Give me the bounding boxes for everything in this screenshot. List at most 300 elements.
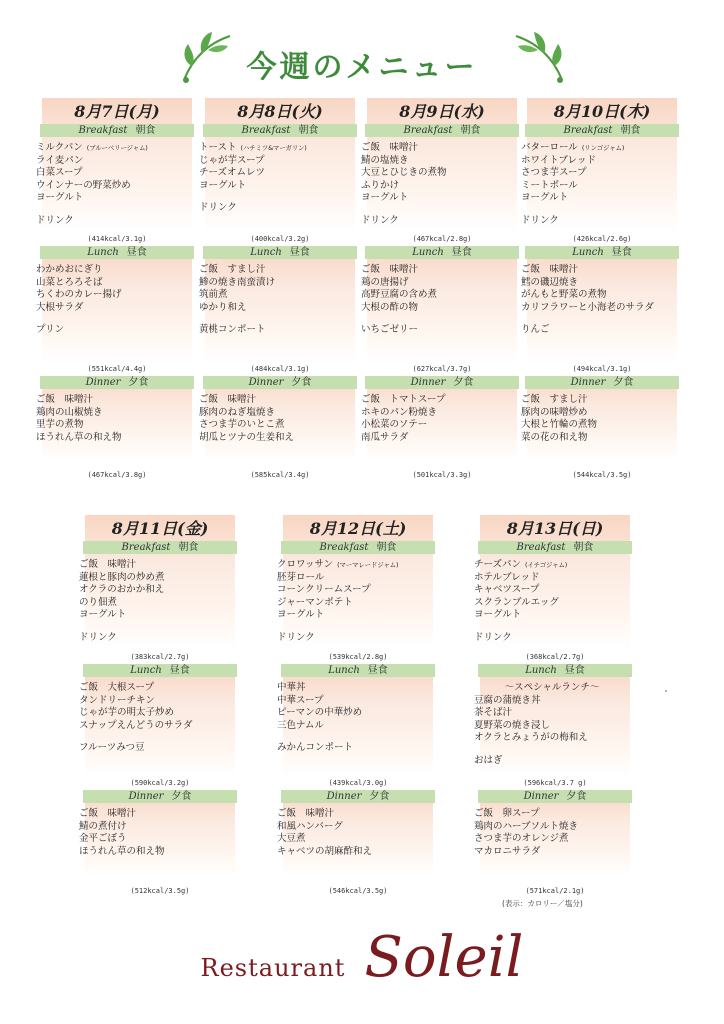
breakfast-label-jp: 朝食 (620, 125, 641, 136)
menu-item-name: さつま芋のいとこ煮 (199, 419, 285, 430)
dessert-item: フルーツみつ豆 (79, 742, 145, 753)
menu-item (36, 142, 192, 155)
menu-item-name: ご飯 大根スープ (79, 682, 155, 693)
menu-item-name: ヨーグルト (521, 192, 569, 203)
dinner-items (474, 803, 630, 858)
brand-restaurant-label: Restaurant (200, 954, 346, 982)
menu-item (361, 407, 517, 420)
dinner-label-en: Dinner (523, 791, 559, 802)
breakfast-header-bar (478, 541, 632, 554)
lunch-section (474, 664, 630, 776)
menu-item (79, 584, 235, 597)
drink-item: ドリンク (361, 214, 399, 226)
menu-item-name: ご飯 すまし汁 (521, 394, 588, 405)
lunch-section (79, 664, 235, 776)
breakfast-header-bar (365, 124, 519, 137)
dinner-section (199, 376, 355, 460)
calorie-salt-info: (539kcal/2.8g) (328, 653, 388, 661)
day-date: 8月13日(日) (506, 519, 604, 538)
lunch-header-bar (83, 664, 237, 677)
menu-item-name: 和風ハンバーグ (277, 820, 343, 832)
menu-item-name: ホワイトブレッド (521, 154, 596, 166)
menu-item (277, 808, 433, 821)
menu-item-name: のり佃煮 (79, 596, 118, 608)
breakfast-label-jp: 朝食 (135, 125, 156, 136)
lunch-header-bar (525, 246, 679, 259)
menu-item-name: 中華スープ (277, 694, 324, 706)
lunch-label-en: Lunch (412, 247, 444, 258)
menu-item (361, 167, 517, 180)
breakfast-label-en: Breakfast (78, 125, 128, 136)
breakfast-header-bar (40, 124, 194, 137)
menu-item-name: ご飯 味噌汁 (36, 394, 94, 405)
menu-item-name: 白菜スープ (36, 167, 83, 178)
menu-item (36, 419, 192, 432)
calorie-salt-info: (627kcal/3.7g) (412, 365, 472, 373)
menu-item (79, 559, 235, 572)
breakfast-header-bar (203, 124, 357, 137)
right-vine-ornament (508, 30, 568, 86)
menu-item-name: ヨーグルト (199, 179, 247, 191)
menu-item-name: 南瓜サラダ (361, 431, 409, 443)
calorie-salt-info: (383kcal/2.7g) (130, 653, 190, 661)
lunch-label-jp: 昼食 (564, 665, 585, 676)
lunch-section (361, 246, 517, 362)
breakfast-section (277, 515, 433, 650)
menu-item-name: 豚肉の味噌炒め (521, 406, 588, 418)
menu-item-name: クロワッサン (277, 559, 334, 570)
menu-item-name: ウインナーの野菜炒め (36, 179, 131, 191)
menu-item-name: ほうれん草の和え物 (79, 845, 165, 857)
menu-item (36, 277, 192, 290)
menu-item-name: ヨーグルト (361, 192, 409, 203)
menu-item (474, 821, 630, 834)
spacer (85, 858, 235, 870)
menu-item-note: (リンゴジャム) (581, 144, 625, 152)
menu-item-name: ジャーマンポテト (277, 596, 353, 608)
dessert-item: おはぎ (474, 754, 503, 766)
calorie-salt-info: (585kcal/3.4g) (250, 471, 310, 479)
menu-item-note: (ブルーベリージャム) (86, 144, 148, 152)
dinner-label-en: Dinner (128, 791, 164, 802)
lunch-items (474, 677, 630, 745)
breakfast-section (361, 98, 517, 232)
breakfast-label-jp: 朝食 (460, 125, 481, 136)
menu-item (36, 302, 192, 315)
menu-item-name: 鯖の塩焼き (361, 154, 409, 166)
lunch-label-jp: 昼食 (611, 247, 632, 258)
drink-item: ドリンク (36, 214, 74, 226)
menu-item (36, 155, 192, 168)
menu-item (361, 419, 517, 432)
menu-item-note: (イチゴジャム) (525, 561, 568, 569)
menu-item (199, 432, 355, 445)
menu-item-name: ご飯 味噌汁 (361, 142, 419, 153)
menu-item (474, 584, 630, 597)
calorie-salt-info: (571kcal/2.1g) (525, 887, 585, 895)
lunch-items (521, 259, 677, 314)
menu-item (474, 559, 630, 572)
menu-item (79, 682, 235, 695)
menu-item (361, 192, 517, 205)
menu-item-name: チーズパン (474, 559, 522, 570)
calorie-salt-info: (551kcal/4.4g) (87, 365, 147, 373)
lunch-section (36, 246, 192, 362)
menu-item (199, 180, 355, 193)
menu-item-name: ライ麦パン (36, 154, 84, 166)
calorie-salt-info: (494kcal/3.1g) (572, 365, 632, 373)
menu-item (199, 407, 355, 420)
menu-item-name: さつま芋のオレンジ煮 (474, 833, 569, 844)
breakfast-label-jp: 朝食 (298, 125, 319, 136)
menu-item (474, 720, 630, 733)
menu-item (79, 597, 235, 610)
breakfast-items (521, 137, 677, 205)
dinner-label-en: Dinner (570, 377, 606, 388)
breakfast-header-bar (83, 541, 237, 554)
menu-item (277, 833, 433, 846)
dinner-section (474, 790, 630, 876)
menu-item-name: ご飯 すまし汁 (199, 264, 266, 275)
breakfast-section (474, 515, 630, 650)
menu-item-name: 夏野菜の焼き浸し (474, 719, 551, 731)
lunch-header-bar (365, 246, 519, 259)
drink-item: ドリンク (474, 631, 512, 643)
menu-item (36, 407, 192, 420)
menu-item (36, 432, 192, 445)
breakfast-items (36, 137, 192, 205)
calorie-salt-info: (544kcal/3.5g) (572, 471, 632, 479)
menu-item (79, 833, 235, 846)
menu-item (521, 142, 677, 155)
menu-item (521, 180, 677, 193)
menu-item-name: キャベツの胡麻酢和え (277, 845, 373, 857)
menu-item (474, 695, 630, 708)
menu-item (474, 846, 630, 859)
lunch-label-jp: 昼食 (289, 247, 310, 258)
menu-item (277, 682, 433, 695)
menu-item (277, 821, 433, 834)
menu-item-name: ヨーグルト (277, 609, 325, 620)
breakfast-section (199, 98, 355, 232)
menu-item (474, 707, 630, 720)
restaurant-brand (0, 925, 724, 990)
menu-item-name: ご飯 トマトスープ (361, 394, 446, 405)
menu-item-name: 胚芽ロール (277, 571, 325, 583)
menu-item (361, 142, 517, 155)
menu-item (199, 419, 355, 432)
menu-item-name: ご飯 卵スープ (474, 808, 540, 819)
menu-item (277, 584, 433, 597)
breakfast-label-en: Breakfast (319, 542, 369, 553)
menu-item-name: ミートボール (521, 179, 578, 191)
menu-item (521, 277, 677, 290)
menu-item (521, 167, 677, 180)
menu-item-name: ほうれん草の和え物 (36, 431, 122, 443)
dinner-label-jp: 夕食 (291, 377, 312, 388)
menu-item (277, 609, 433, 622)
menu-item-name: タンドリーチキン (79, 694, 155, 706)
lunch-label-en: Lunch (250, 247, 282, 258)
dinner-label-jp: 夕食 (453, 377, 474, 388)
menu-item (79, 609, 235, 622)
menu-item (199, 302, 355, 315)
breakfast-items (79, 554, 235, 622)
menu-item (474, 572, 630, 585)
menu-item-name: 茶そば汁 (474, 707, 513, 718)
menu-item (474, 808, 630, 821)
menu-item-name: ご飯 味噌汁 (277, 808, 335, 819)
menu-item-name: スナップえんどうのサラダ (79, 719, 193, 731)
dinner-section (521, 376, 677, 460)
menu-item-name: ゆかり和え (199, 301, 247, 313)
drink-item: ドリンク (79, 631, 117, 643)
calorie-salt-info: (484kcal/3.1g) (250, 365, 310, 373)
menu-item-name: 里芋の煮物 (36, 419, 84, 430)
dinner-section (277, 790, 433, 876)
menu-item-name: マカロニサラダ (474, 845, 541, 857)
breakfast-label-en: Breakfast (241, 125, 291, 136)
lunch-label-jp: 昼食 (169, 665, 190, 676)
dinner-header-bar (525, 376, 679, 389)
breakfast-header-bar (281, 541, 435, 554)
dinner-items (36, 389, 192, 444)
dinner-header-bar (203, 376, 357, 389)
calorie-salt-info: (512kcal/3.5g) (130, 887, 190, 895)
lunch-header-bar (40, 246, 194, 259)
menu-item (361, 155, 517, 168)
dinner-header-bar (40, 376, 194, 389)
breakfast-label-jp: 朝食 (376, 542, 397, 553)
lunch-items (277, 677, 433, 732)
menu-item (277, 559, 433, 572)
dinner-section (79, 790, 235, 876)
calorie-salt-info: (467kcal/2.8g) (412, 235, 472, 243)
drink-item: ドリンク (199, 202, 237, 213)
dinner-items (277, 803, 433, 858)
menu-item-name: 高野豆腐の含め煮 (361, 289, 438, 300)
menu-item (521, 419, 677, 432)
menu-item (277, 597, 433, 610)
menu-item-name: ヨーグルト (79, 609, 127, 620)
menu-item-name: 大根の酢の物 (361, 301, 419, 313)
dinner-header-bar (83, 790, 237, 803)
lunch-header-bar (203, 246, 357, 259)
menu-item-name: 小松菜のソテー (361, 419, 428, 430)
drink-item: ドリンク (521, 214, 559, 226)
menu-item (36, 180, 192, 193)
menu-item-name: 筑前煮 (199, 289, 228, 300)
dinner-header-bar (365, 376, 519, 389)
menu-item-name: ご飯 味噌汁 (79, 559, 137, 570)
dinner-items (361, 389, 517, 444)
calorie-salt-info: (439kcal/3.0g) (328, 779, 388, 787)
menu-item (474, 833, 630, 846)
menu-item-name: 胡瓜とツナの生姜和え (199, 431, 295, 443)
breakfast-items (361, 137, 517, 205)
menu-item (199, 142, 355, 155)
menu-item-name: ヨーグルト (36, 192, 84, 203)
lunch-label-en: Lunch (130, 665, 162, 676)
lunch-items (361, 259, 517, 314)
lunch-label-en: Lunch (328, 665, 360, 676)
menu-item-name: 三色ナムル (277, 719, 325, 731)
calorie-salt-info: (596kcal/3.7 g) (523, 779, 587, 787)
spacer (283, 858, 433, 870)
menu-item (199, 289, 355, 302)
lunch-section (277, 664, 433, 776)
day-date: 8月12日(土) (309, 519, 407, 538)
menu-item-name: ふりかけ (361, 179, 400, 191)
dessert-item: プリン (36, 324, 65, 335)
menu-item-name: バターロール (521, 142, 578, 153)
dinner-label-jp: 夕食 (613, 377, 634, 388)
menu-item (199, 167, 355, 180)
menu-item-name: さつま芋スープ (521, 167, 587, 178)
menu-item (36, 264, 192, 277)
brand-name: Soleil (364, 925, 524, 990)
lunch-items (79, 677, 235, 732)
special-lunch-subtitle: 〜スペシャルランチ〜 (504, 682, 600, 693)
menu-item-name: チーズオムレツ (199, 167, 266, 178)
menu-item-name: カリフラワーと小海老のサラダ (521, 301, 654, 313)
dessert-item: りんご (521, 324, 550, 335)
menu-item (521, 432, 677, 445)
breakfast-label-en: Breakfast (563, 125, 613, 136)
menu-item (199, 394, 355, 407)
menu-item-note: (マーマレードジャム) (337, 561, 399, 569)
menu-item-name: 鯖の煮付け (79, 820, 127, 832)
menu-item (36, 289, 192, 302)
breakfast-label-jp: 朝食 (178, 542, 199, 553)
menu-item (199, 277, 355, 290)
day-date: 8月9日(水) (399, 102, 485, 121)
menu-item-name: ご飯 味噌汁 (199, 394, 257, 405)
lunch-header-bar (281, 664, 435, 677)
menu-item-name: 鯵の焼き南蛮漬け (199, 276, 276, 288)
dinner-header-bar (478, 790, 632, 803)
menu-item-name: 鶏の唐揚げ (361, 276, 409, 288)
lunch-header-bar (478, 664, 632, 677)
spacer (367, 444, 517, 456)
menu-item (361, 432, 517, 445)
breakfast-header-bar (525, 124, 679, 137)
menu-item (361, 302, 517, 315)
menu-item (521, 155, 677, 168)
menu-item (521, 302, 677, 315)
breakfast-section (79, 515, 235, 650)
spacer (205, 444, 355, 456)
lunch-label-jp: 昼食 (451, 247, 472, 258)
menu-item (361, 180, 517, 193)
breakfast-label-en: Breakfast (121, 542, 171, 553)
menu-item-name: トースト (199, 142, 237, 153)
menu-item (79, 821, 235, 834)
menu-item (277, 695, 433, 708)
menu-item (199, 264, 355, 277)
calorie-salt-info: (414kcal/3.1g) (87, 235, 147, 243)
dinner-items (199, 389, 355, 444)
menu-item-name: オクラとみょうがの梅和え (474, 732, 588, 743)
menu-item (79, 695, 235, 708)
menu-item (361, 394, 517, 407)
calorie-salt-info: (426kcal/2.6g) (572, 235, 632, 243)
menu-item (36, 192, 192, 205)
dinner-header-bar (281, 790, 435, 803)
dinner-label-jp: 夕食 (566, 791, 587, 802)
breakfast-section (521, 98, 677, 232)
dinner-items (521, 389, 677, 444)
menu-item (79, 707, 235, 720)
breakfast-section (36, 98, 192, 232)
menu-item-name: ご飯 味噌汁 (521, 264, 579, 275)
menu-item (36, 167, 192, 180)
dessert-item: いちごゼリー (361, 324, 419, 335)
calorie-salt-info: (467kcal/3.8g) (87, 471, 147, 479)
menu-item-name: ミルクパン (36, 142, 83, 153)
menu-item (277, 846, 433, 859)
menu-item (277, 707, 433, 720)
lunch-label-jp: 昼食 (126, 247, 147, 258)
dinner-label-en: Dinner (85, 377, 121, 388)
menu-item-name: 鶏肉の山椒焼き (36, 406, 103, 418)
menu-item-name: オクラのおかか和え (79, 584, 165, 595)
menu-item-name: ヨーグルト (474, 609, 522, 620)
menu-item-name: 菜の花の和え物 (521, 431, 588, 443)
menu-item (277, 572, 433, 585)
spacer (480, 858, 630, 870)
breakfast-label-en: Breakfast (516, 542, 566, 553)
dinner-items (79, 803, 235, 858)
day-date: 8月10日(木) (553, 102, 651, 121)
calorie-salt-info: (400kcal/3.2g) (250, 235, 310, 243)
spacer (42, 444, 192, 456)
day-date: 8月11日(金) (111, 519, 209, 538)
menu-item-name: がんもと野菜の煮物 (521, 289, 607, 300)
dinner-label-jp: 夕食 (128, 377, 149, 388)
breakfast-items (199, 137, 355, 192)
menu-item-name: キャベツスープ (474, 584, 540, 595)
menu-item-name: 鱈の磯辺焼き (521, 276, 579, 288)
menu-item (474, 609, 630, 622)
calorie-salt-info: (590kcal/3.2g) (130, 779, 190, 787)
lunch-items (36, 259, 192, 314)
calorie-salt-info: (546kcal/3.5g) (328, 887, 388, 895)
menu-item-name: 大豆煮 (277, 833, 306, 844)
dinner-label-jp: 夕食 (369, 791, 390, 802)
dinner-label-jp: 夕食 (171, 791, 192, 802)
menu-item-name: ピーマンの中華炒め (277, 707, 363, 718)
lunch-label-en: Lunch (525, 665, 557, 676)
lunch-section (521, 246, 677, 362)
dinner-label-en: Dinner (248, 377, 284, 388)
dinner-section (36, 376, 192, 460)
menu-item-name: わかめおにぎり (36, 264, 103, 275)
menu-item (521, 264, 677, 277)
lunch-section (199, 246, 355, 362)
menu-item-name: 金平ごぼう (79, 833, 127, 844)
menu-item-name: 蓮根と豚肉の炒め煮 (79, 571, 165, 583)
menu-item (474, 732, 630, 745)
calorie-salt-info: (501kcal/3.3g) (412, 471, 472, 479)
menu-item (361, 264, 517, 277)
menu-item (79, 846, 235, 859)
menu-item (79, 808, 235, 821)
menu-item-name: 豆腐の蒲焼き丼 (474, 694, 541, 706)
menu-item-name: 大根と竹輪の煮物 (521, 419, 598, 430)
menu-item (521, 289, 677, 302)
menu-item-name: 豚肉のねぎ塩焼き (199, 406, 276, 418)
